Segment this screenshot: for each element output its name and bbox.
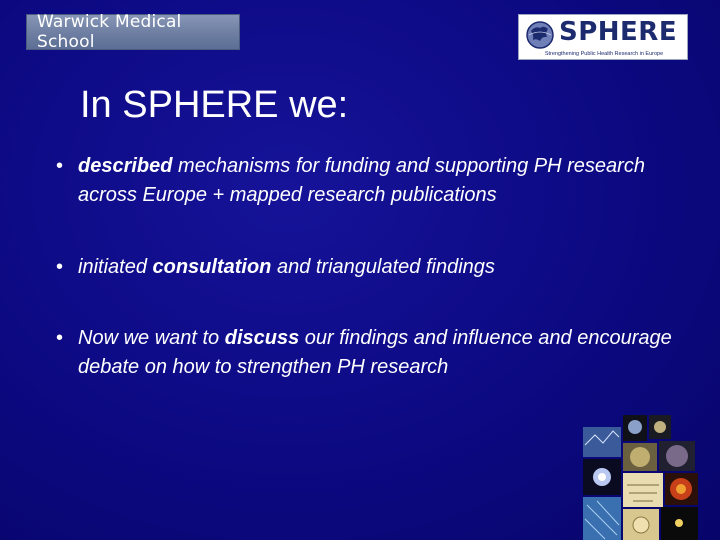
bullet-marker: •: [56, 256, 64, 278]
bullet-item: [50, 324, 690, 382]
collage-tile: [623, 473, 663, 507]
warwick-medical-school-logo: [26, 14, 240, 50]
bullet-bold-text: described: [78, 155, 173, 177]
bullet-marker: •: [56, 155, 64, 177]
globe-icon: [525, 20, 555, 50]
sphere-logo: [518, 14, 688, 60]
bullet-bold-text: consultation: [152, 256, 272, 278]
slide-title: In SPHERE we:: [80, 84, 349, 126]
bullet-bold-text: discuss: [224, 327, 300, 349]
bullet-text: mechanisms for funding and supporting PH research across Europe + mapped research publications: [78, 155, 645, 206]
sphere-logo-tagline: Strengthening Public Health Research in Europe: [544, 51, 664, 57]
bullet-text: and triangulated findings: [271, 256, 495, 278]
bullet-text: our findings and influence and encourage debate on how to strengthen PH research: [78, 327, 672, 378]
bullet-item: [50, 253, 690, 282]
bullet-marker: •: [56, 327, 64, 349]
school-logo-text: Warwick Medical School: [37, 12, 182, 52]
sphere-logo-wordmark: SPHERE: [559, 17, 678, 47]
bullet-text: Now we want to: [78, 327, 225, 349]
bullet-list: [50, 152, 690, 382]
image-collage: [583, 415, 698, 540]
bullet-item: [50, 152, 690, 210]
bullet-text: initiated: [78, 256, 153, 278]
